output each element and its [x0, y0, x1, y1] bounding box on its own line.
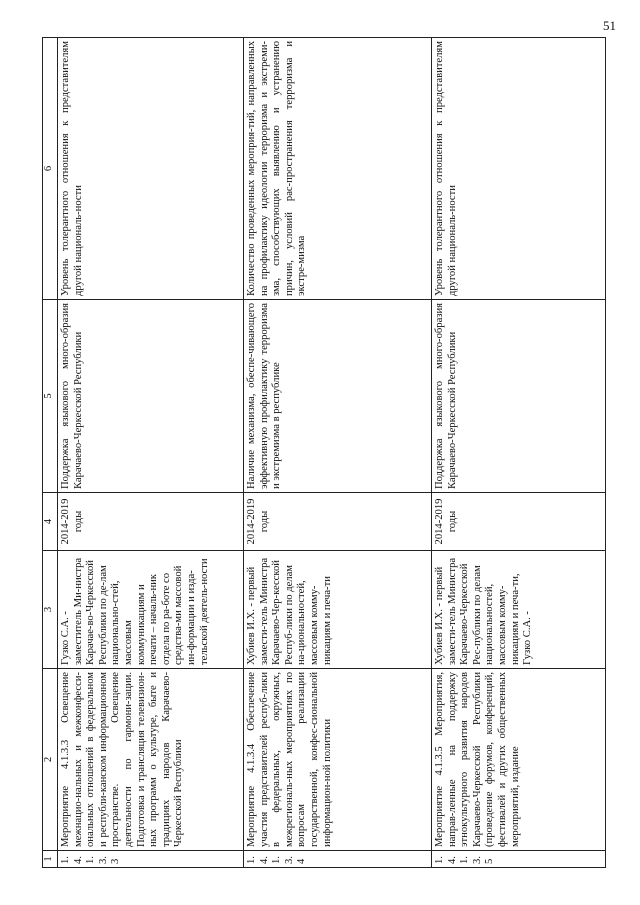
row-number: 1.4.1.3.4 [244, 851, 432, 868]
header-col-4: 4 [43, 493, 58, 551]
header-col-5: 5 [43, 300, 58, 493]
target-indicator: Уровень толерантного отношения к представителям другой националь-ности [432, 38, 606, 300]
expected-result: Поддержка языкового много-образия Карачаево-Черкесской Республики [58, 300, 244, 493]
responsible-person: Хубиев И.Х. - первый замести-тель Министра Карачаево-Чер-кесской Респуб-лики по делам на-циональностей, массовым комму-никациям и печа-ти [244, 551, 432, 669]
header-col-3: 3 [43, 551, 58, 669]
page-number: 51 [603, 18, 616, 33]
header-col-2: 2 [43, 669, 58, 851]
period: 2014-2019 годы [244, 493, 432, 551]
event-description: Мероприятие 4.1.3.5 Мероприятия, направ-ленные на поддержку этнокультурного развития народов Карачаево-Черкесской Республики (проведение форумов, конференций, фестивалей и других общественных мероприятий, издание [432, 669, 606, 851]
expected-result: Поддержка языкового много-образия Карачаево-Черкесской Республики [432, 300, 606, 493]
table-row [58, 38, 244, 868]
row-number: 1.4.1.3.3 [58, 851, 244, 868]
table-row [244, 38, 432, 868]
event-description: Мероприятие 4.1.3.4 Обеспечение участия представителей респуб-лики в федеральных, окружных, межрегиональ-ных мероприятиях по вопросам реализации государственной, конфес-сиональной информацион-ной политики [244, 669, 432, 851]
target-indicator: Уровень толерантного отношения к представителям другой националь-ности [58, 38, 244, 300]
rotated-table-container [42, 38, 606, 868]
header-col-1: 1 [43, 851, 58, 868]
period: 2014-2019 годы [432, 493, 606, 551]
expected-result: Наличие механизма, обеспе-чивающего эффективную профилактику терроризма и экстремизма в республике [244, 300, 432, 493]
period: 2014-2019 годы [58, 493, 244, 551]
table-row [432, 38, 606, 868]
target-indicator: Количество проведенных мероприя-тий, направленных на профилактику идеологии терроризма и экстреми-зма, способствующих выявлению и устранению причин, условий рас-пространения терроризма и экстре-мизма [244, 38, 432, 300]
header-col-6: 6 [43, 38, 58, 300]
program-events-table [42, 37, 606, 868]
event-description: Мероприятие 4.1.3.3 Освещение межнацио-нальных и межконфесси-ональных отношений в федеральном и республи-канском информационном пространстве. Освещение деятельности по гармони-зации. Подготовка и трансляция телевизион-ных программ о культуре, быте и традициях народов Карачаево-Черкесской Республики [58, 669, 244, 851]
responsible-person: Гузко С.А. - заместитель Ми-нистра Карачае-во-Черкесской Республики по де-лам национально-стей, массовым коммуникациям и печати – началь-ник отдела по ра-боте со средства-ми массовой ин-формации и изда-тельской деятель-ности [58, 551, 244, 669]
responsible-person: Хубиев И.Х. - первый замести-тель Министра Карачаево-Черкесской Рес-публики по делам национальностей, массовым комму-никациям и печа-ти, Гузко С.А. - [432, 551, 606, 669]
header-row [43, 38, 58, 868]
row-number: 1.4.1.3.5 [432, 851, 606, 868]
